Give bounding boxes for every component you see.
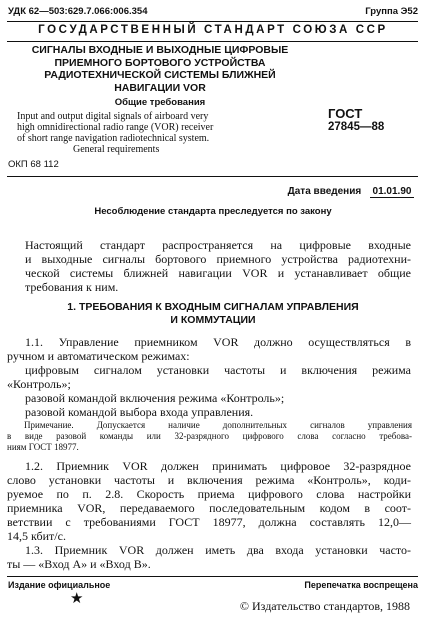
- title-ru: [15, 44, 305, 94]
- intro-line: требования к ним.: [25, 280, 119, 294]
- clause-line: цифровым сигналом установки частоты и включения режима: [25, 363, 411, 377]
- clause-line: 14,5 кбит/с.: [7, 529, 66, 543]
- note: [7, 420, 412, 453]
- prosecution-notice: Несоблюдение стандарта преследуется по закону: [94, 206, 332, 217]
- title-bottom-rule: [7, 176, 418, 177]
- okp-code: ОКП 68 112: [8, 159, 59, 170]
- section-heading-line: И КОММУТАЦИИ: [170, 314, 256, 326]
- group-code: Группа Э52: [365, 6, 418, 17]
- note-line: в виде разовой команды или 32-разрядного цифрового слова согласно требова-: [7, 431, 412, 441]
- top-rule: [7, 21, 418, 22]
- title-ru-line: ПРИЕМНОГО БОРТОВОГО УСТРОЙСТВА: [54, 56, 266, 69]
- title-en-line: high omnidirectional radio range (VOR) receiver: [17, 122, 214, 133]
- clause-line: руемое по п. 2.8. Скорость приема цифрового слова настройки: [7, 487, 411, 501]
- title-en-line: General requirements: [73, 144, 160, 155]
- state-standard-banner: ГОСУДАРСТВЕННЫЙ СТАНДАРТ СОЮЗА ССР: [38, 24, 388, 36]
- clause-line: разовой командой выбора входа управления.: [25, 405, 254, 419]
- title-ru-line: СИГНАЛЫ ВХОДНЫЕ И ВЫХОДНЫЕ ЦИФРОВЫЕ: [31, 44, 289, 56]
- intro-paragraph: [25, 238, 411, 294]
- title-ru-line: РАДИОТЕХНИЧЕСКОЙ СИСТЕМЫ БЛИЖНЕЙ: [44, 69, 276, 81]
- note-line: Примечание. Допускается наличие дополнительных сигналов управления: [24, 420, 412, 430]
- effective-date-value: 01.01.90: [370, 186, 414, 198]
- title-en-line: of short range navigation radiotechnical system.: [17, 133, 210, 144]
- star-icon: ★: [70, 591, 84, 607]
- clause-1-3: [7, 543, 411, 571]
- clause-line: «Контроль»;: [7, 377, 71, 391]
- title-en: [17, 111, 307, 155]
- clause-1-1: [7, 335, 411, 419]
- clause-line: ручном и автоматическом режимах:: [7, 349, 190, 363]
- intro-line: Настоящий стандарт распространяется на цифровые входные: [25, 238, 411, 252]
- clause-line: разовой командой включения режима «Контроль»;: [25, 391, 285, 405]
- section-heading-line: 1. ТРЕБОВАНИЯ К ВХОДНЫМ СИГНАЛАМ УПРАВЛЕНИЯ: [67, 301, 359, 313]
- banner-rule: [7, 41, 418, 42]
- clause-line: ты — «Вход А» и «Вход В».: [7, 557, 151, 571]
- title-ru-line: НАВИГАЦИИ VOR: [114, 81, 206, 94]
- udk-code: УДК 62—503:629.7.066:006.354: [8, 6, 148, 17]
- clause-line: 1.3. Приемник VOR должен иметь два входа установки часто-: [25, 543, 411, 557]
- copyright: © Издательство стандартов, 1988: [239, 599, 410, 613]
- intro-line: и выходные сигналы бортового приемного устройства радиотехни-: [25, 252, 411, 266]
- effective-date: [288, 186, 414, 198]
- footer-rule: [7, 576, 418, 577]
- intro-line: ческой системы ближней навигации VOR и устанавливает общие: [25, 266, 411, 280]
- clause-line: 1.1. Управление приемником VOR должно осуществляться в: [25, 335, 411, 349]
- gost-label: ГОСТ: [328, 106, 363, 121]
- clause-1-2: [7, 459, 411, 543]
- title-en-line: Input and output digital signals of airboard very: [17, 111, 209, 122]
- clause-line: 1.2. Приемник VOR должен принимать цифровое 32-разрядное: [25, 459, 411, 473]
- subtitle-ru: Общие требования: [114, 97, 206, 108]
- effective-date-label: Дата введения: [287, 186, 362, 197]
- gost-number: 27845—88: [328, 121, 385, 133]
- clause-line: ветствии с требованиями ГОСТ 18977, должна составлять 12,0—: [7, 515, 411, 529]
- clause-line: слово установки частоты и включения режима «Контроль», коди-: [7, 473, 411, 487]
- clause-line: приемника VOR, передаваемого последовательным кодом в соот-: [7, 501, 411, 515]
- official-edition: Издание официальное: [8, 580, 111, 590]
- section-heading: [0, 301, 426, 327]
- reprint-prohibited: Перепечатка воспрещена: [304, 580, 418, 590]
- note-line: ниям ГОСТ 18977.: [7, 442, 79, 452]
